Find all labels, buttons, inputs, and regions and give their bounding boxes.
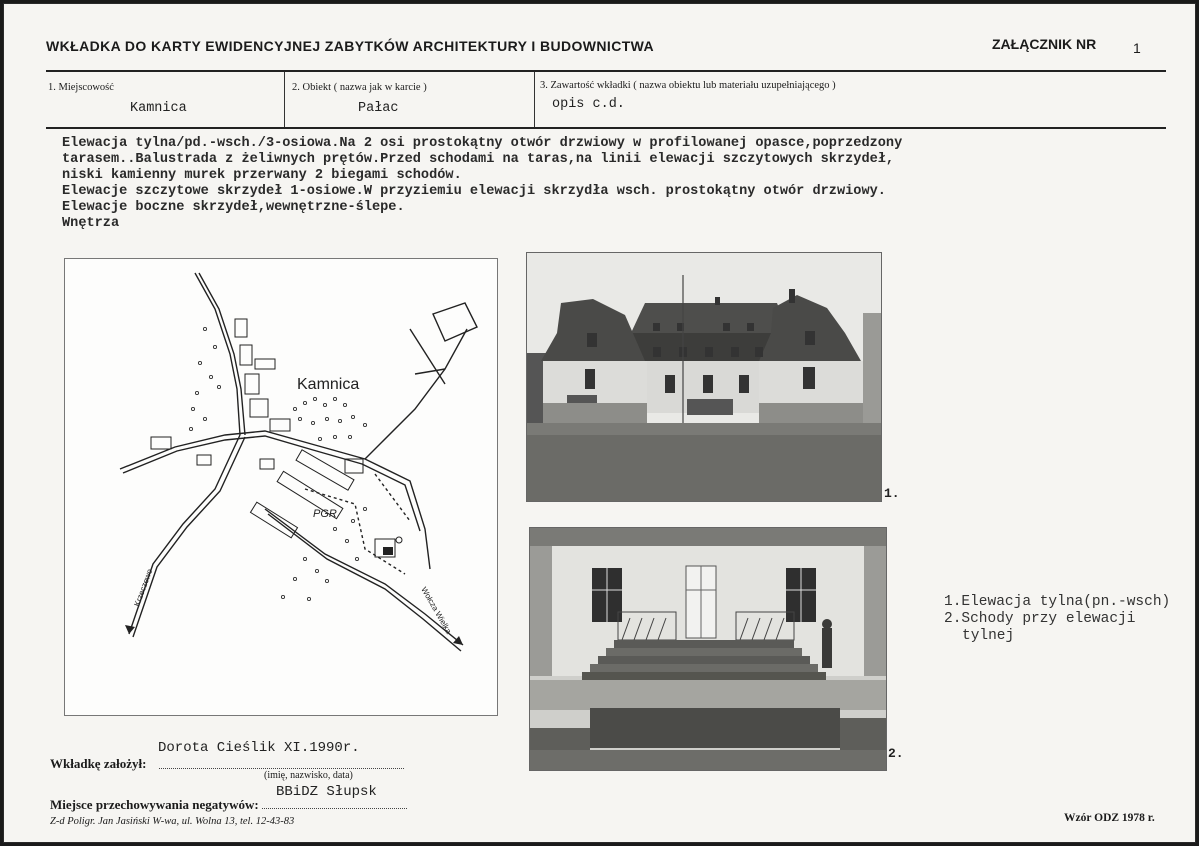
- caption-line-1: 1.Elewacja tylna(pn.-wsch): [944, 594, 1171, 610]
- founder-dotted-line: [159, 768, 404, 769]
- printer-info: Z-d Poligr. Jan Jasiński W-wa, ul. Wolna 13, tel. 12-43-83: [50, 816, 295, 827]
- photo1-number: 1.: [884, 486, 900, 501]
- content-value: opis c.d.: [552, 97, 625, 112]
- location-map: [64, 258, 498, 716]
- header-rule-top: [46, 70, 1166, 72]
- negatives-label: Miejsce przechowywania negatywów:: [50, 797, 259, 812]
- form-id: Wzór ODZ 1978 r.: [1064, 812, 1155, 824]
- description-line: Wnętrza: [62, 216, 120, 231]
- annex-label: ZAŁĄCZNIK NR: [992, 36, 1097, 52]
- field-divider-1: [284, 72, 285, 127]
- map-road-left-label: Krzeczewo: [132, 567, 155, 608]
- map-village-label: Kamnica: [297, 376, 360, 393]
- description-line: Elewacja tylna/pd.-wsch./3-osiowa.Na 2 osi prostokątny otwór drzwiowy w profilowanej opasce,poprzedzony: [62, 136, 903, 151]
- field-divider-2: [534, 72, 535, 127]
- photo-terrace-stairs: [529, 527, 887, 771]
- content-label: 3. Zawartość wkładki ( nazwa obiektu lub materiału uzupełniającego ): [540, 80, 836, 91]
- map-drawing: [65, 259, 497, 715]
- header-rule-bottom: [46, 127, 1166, 129]
- founder-value: Dorota Cieślik XI.1990r.: [158, 740, 360, 756]
- negatives-value: BBiDZ Słupsk: [276, 784, 377, 800]
- photo-terrace-stairs-image: [530, 528, 886, 770]
- description-text: [62, 136, 1142, 232]
- locality-label: 1. Miejscowość: [48, 82, 114, 93]
- description-line: tarasem..Balustrada z żeliwnych prętów.Przed schodami na taras,na linii elewacji szczytowych skrzydeł,: [62, 152, 895, 167]
- caption-line-3: tylnej: [962, 628, 1015, 644]
- founder-label: Wkładkę założył:: [50, 756, 147, 771]
- description-line: Elewacje boczne skrzydeł,wewnętrzne-ślepe.: [62, 200, 405, 215]
- map-road-right-label: Wołcza Wielka: [419, 585, 454, 636]
- photo2-number: 2.: [888, 746, 904, 761]
- annex-number: 1: [1133, 40, 1141, 56]
- negatives-dotted-line: [262, 808, 407, 809]
- description-line: Elewacje szczytowe skrzydeł 1-osiowe.W przyziemiu elewacji skrzydła wsch. prostokątny otwór drzwiowy.: [62, 184, 886, 199]
- object-value: Pałac: [358, 101, 399, 116]
- founder-hint: (imię, nazwisko, data): [264, 770, 353, 781]
- inventory-card: [3, 3, 1196, 843]
- map-pgr-label: PGR: [313, 508, 337, 520]
- card-title: WKŁADKA DO KARTY EWIDENCYJNEJ ZABYTKÓW ARCHITEKTURY I BUDOWNICTWA: [46, 38, 655, 54]
- caption-line-2: 2.Schody przy elewacji: [944, 611, 1136, 627]
- description-line: niski kamienny murek przerwany 2 biegami schodów.: [62, 168, 462, 183]
- photo-captions: [944, 594, 1194, 645]
- photo-rear-elevation: [526, 252, 882, 502]
- locality-value: Kamnica: [130, 101, 187, 116]
- object-label: 2. Obiekt ( nazwa jak w karcie ): [292, 82, 427, 93]
- photo-rear-elevation-image: [527, 253, 881, 501]
